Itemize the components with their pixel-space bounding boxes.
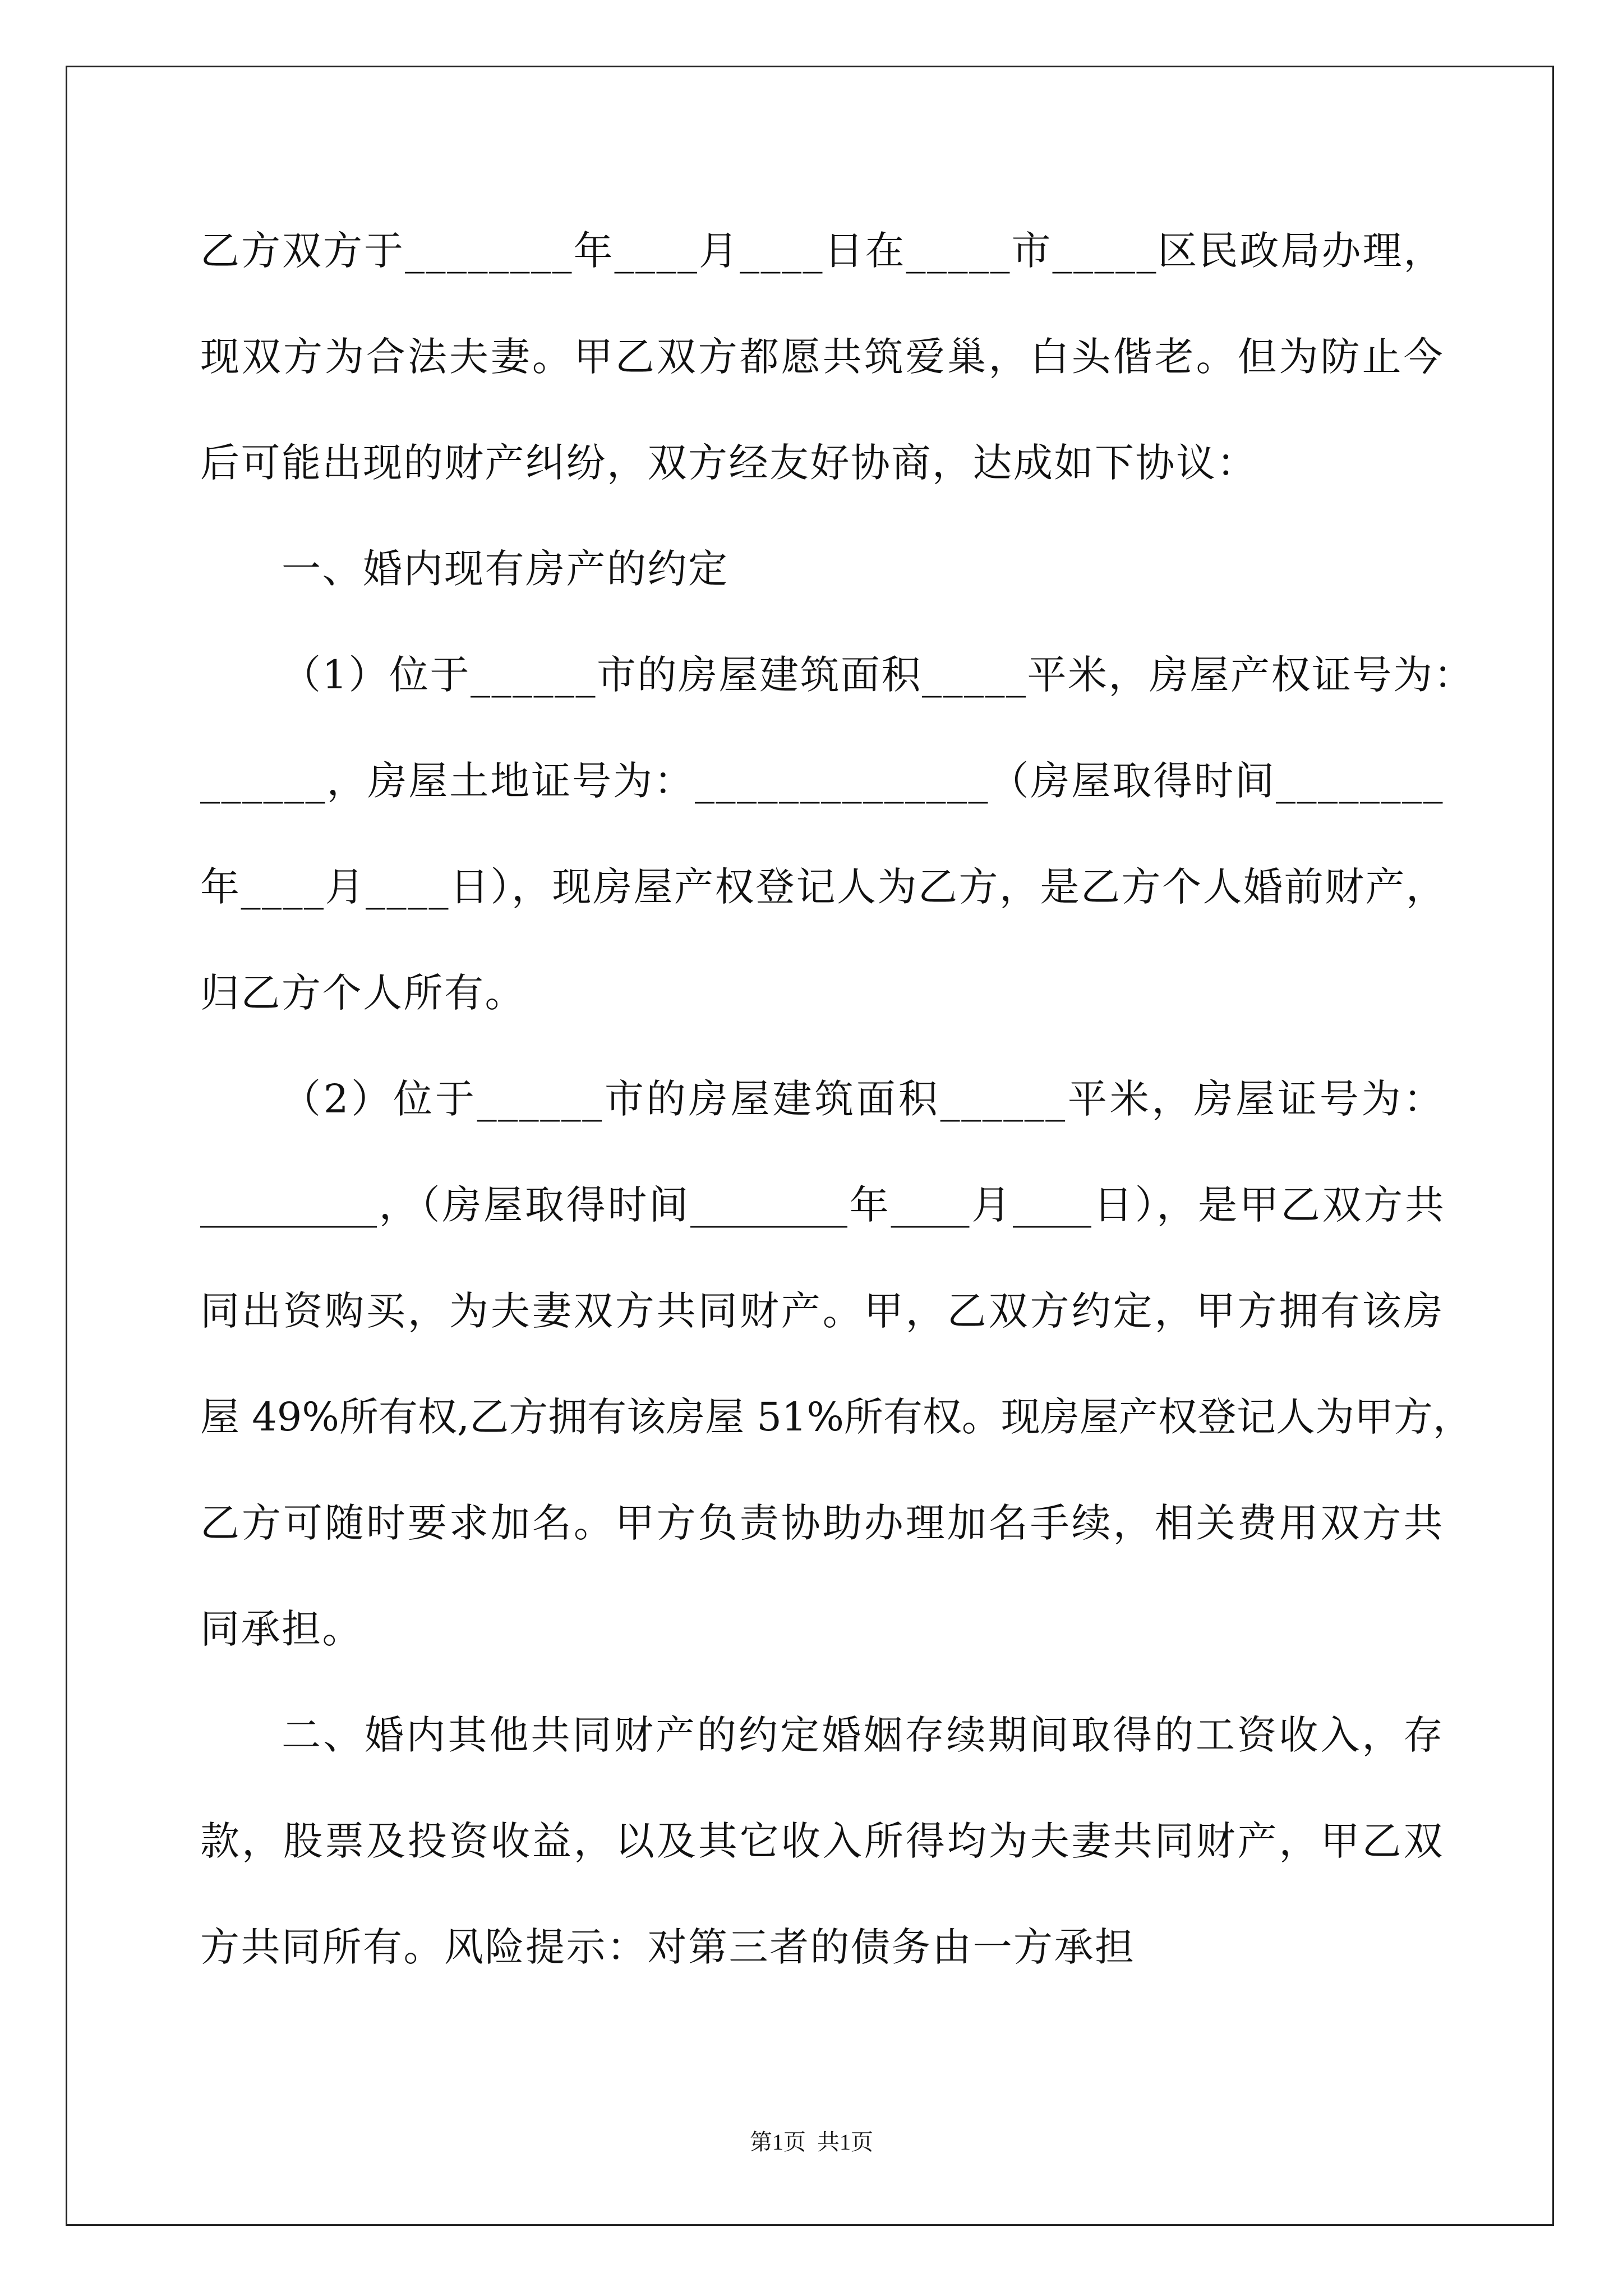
text-line: 归乙方个人所有。 [200,970,525,1016]
text-line: ______，房屋土地证号为：______________（房屋取得时间________ [200,758,1444,804]
text-line: 乙方可随时要求加名。甲方负责协助办理加名手续，相关费用双方共 [200,1500,1444,1546]
text-line: 同承担。 [200,1606,363,1652]
text-line: 现双方为合法夫妻。甲乙双方都愿共筑爱巢，白头偕老。但为防止今 [200,334,1444,380]
text-line: 方共同所有。风险提示：对第三者的债务由一方承担 [200,1924,1136,1970]
section-heading: 二、婚内其他共同财产的约定婚姻存续期间取得的工资收入，存 [282,1712,1444,1758]
section-heading: 一、婚内现有房产的约定 [282,546,729,592]
document-body [200,198,1475,2000]
page-number-footer: 第1页 共1页 [750,2129,873,2155]
text-line: 后可能出现的财产纠纷，双方经友好协商，达成如下协议： [200,440,1257,486]
text-line: 款，股票及投资收益，以及其它收入所得均为夫妻共同财产，甲乙双 [200,1818,1444,1864]
text-line: 乙方双方于________年____月____日在_____市_____区民政局办理， [200,228,1444,274]
text-line: 同出资购买，为夫妻双方共同财产。甲，乙双方约定，甲方拥有该房 [200,1288,1444,1334]
text-line: 屋 49%所有权,乙方拥有该房屋 51%所有权。现房屋产权登记人为甲方， [200,1394,1472,1440]
text-line: 年____月____日），现房屋产权登记人为乙方，是乙方个人婚前财产， [200,864,1447,910]
text-line: （1）位于______市的房屋建筑面积_____平米，房屋产权证号为： [282,652,1475,698]
text-line: （2）位于______市的房屋建筑面积______平米，房屋证号为： [282,1076,1444,1122]
text-line: _________，（房屋取得时间________年____月____日），是甲乙双方共 [200,1182,1444,1228]
